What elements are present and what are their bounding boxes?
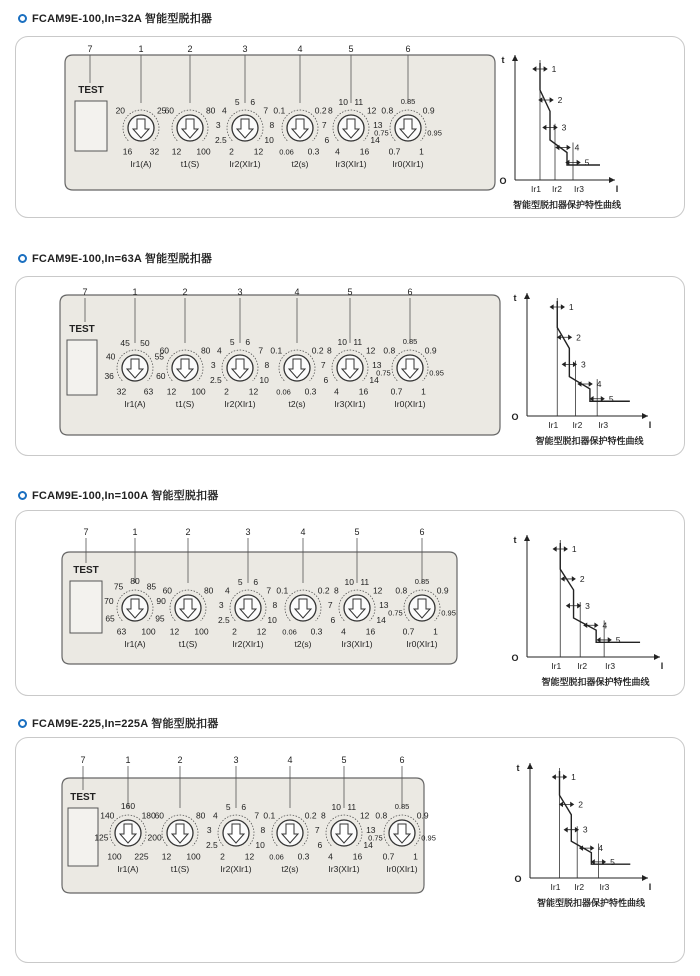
knob-scale-label: 10: [337, 337, 347, 348]
knob-number: 1: [138, 44, 144, 54]
knob-scale-label: 125: [94, 832, 109, 843]
knob-scale-label: 80: [195, 810, 206, 821]
knob-scale-label: 0.95: [441, 608, 456, 618]
curve-point-label: 1: [568, 302, 574, 312]
knob-number: 3: [242, 44, 248, 54]
knob-scale-label: 4: [224, 585, 230, 596]
knob-scale-label: 100: [196, 146, 211, 157]
axis-origin-label: O: [514, 874, 522, 884]
curve-point-label: 5: [610, 856, 615, 867]
knob-scale-label: 4: [335, 146, 340, 157]
knob-scale-label: 10: [267, 615, 277, 626]
knob-scale-label: 1: [433, 626, 438, 637]
knob-scale-label: 12: [253, 146, 264, 157]
curve-point-label: 2: [576, 332, 581, 343]
knob-scale-label: 4: [341, 626, 346, 637]
knob-scale-label: 1: [419, 146, 424, 157]
knob-scale-label: 2.5: [209, 375, 222, 386]
test-label: TEST: [70, 792, 96, 803]
knob-scale-label: 80: [130, 576, 140, 586]
test-button: [75, 101, 107, 151]
curve-point-label: 5: [608, 393, 614, 404]
knob-scale-label: 7: [327, 599, 333, 610]
knob-name: t1(S): [180, 159, 200, 169]
knob-name: Ir0(XIr1): [394, 399, 426, 409]
knob-scale-label: 6: [323, 375, 329, 386]
knob-number: 4: [287, 755, 293, 765]
knob-name: Ir0(XIr1): [386, 864, 418, 874]
axis-i-label: I: [648, 882, 652, 892]
curve-caption: 智能型脱扣器保护特性曲线: [535, 436, 644, 446]
section-title-text: FCAM9E-100,In=63A 智能型脱扣器: [32, 253, 213, 265]
test-label: TEST: [78, 85, 104, 96]
knob-name: Ir2(XIr1): [229, 159, 261, 169]
knob-scale-label: 32: [149, 146, 160, 157]
knob-number: 2: [177, 755, 183, 765]
callout-7: 7: [80, 755, 86, 765]
knob-scale-label: 100: [186, 851, 201, 862]
knob-scale-label: 4: [334, 386, 339, 397]
knob-scale-label: 0.8: [381, 105, 394, 116]
knob-number: 6: [407, 287, 413, 297]
knob-scale-label: 95: [155, 613, 165, 624]
knob-scale-label: 12: [161, 851, 172, 862]
knob-name: Ir3(XIr1): [334, 399, 366, 409]
test-button: [70, 581, 102, 633]
section-1-diagram: [65, 44, 622, 210]
knob-scale-label: 14: [369, 375, 379, 386]
knob-scale-label: 0.3: [297, 851, 310, 862]
knob-scale-label: 11: [353, 337, 363, 348]
knob-scale-label: 4: [216, 345, 222, 356]
knob-scale-label: 6: [253, 577, 259, 588]
knob-scale-label: 0.9: [422, 105, 435, 116]
arrow-right-icon: [609, 177, 615, 183]
knob-scale-label: 12: [171, 146, 182, 157]
callout-7: 7: [87, 44, 93, 54]
knob-number: 2: [182, 287, 188, 297]
knob-name: Ir2(XIr1): [224, 399, 256, 409]
knob-scale-label: 16: [358, 386, 369, 397]
knob-scale-label: 0.2: [311, 345, 324, 356]
knob-scale-label: 10: [344, 577, 354, 588]
knob-number: 5: [341, 755, 347, 765]
knob-scale-label: 200: [147, 832, 162, 843]
knob-name: Ir3(XIr1): [328, 864, 360, 874]
knob-scale-label: 3: [215, 119, 221, 130]
curve-point-label: 4: [596, 379, 602, 390]
curve-chart: [511, 535, 663, 687]
knob-scale-label: 8: [260, 824, 266, 835]
knob-scale-label: 0.06: [269, 852, 284, 862]
curve-point-label: 3: [580, 359, 586, 370]
knob-scale-label: 3: [210, 359, 216, 370]
knob-number: 6: [419, 527, 425, 537]
trip-curve: [560, 771, 631, 864]
knob-scale-label: 12: [169, 626, 180, 637]
knob-name: t2(s): [281, 864, 299, 874]
knob-scale-label: 4: [328, 851, 333, 862]
knob-scale-label: 16: [352, 851, 363, 862]
knob-scale-label: 180: [141, 810, 156, 821]
knob-scale-label: 0.06: [282, 627, 297, 637]
knob-scale-label: 7: [258, 345, 264, 356]
knob-scale-label: 12: [256, 626, 267, 637]
knob-scale-label: 12: [366, 105, 377, 116]
knob-scale-label: 10: [331, 802, 341, 813]
knob-scale-label: 45: [120, 337, 130, 348]
knob-scale-label: 16: [359, 146, 370, 157]
knob-scale-label: 5: [229, 337, 235, 348]
knob-scale-label: 100: [107, 851, 122, 862]
knob-name: Ir1(A): [124, 399, 146, 409]
axis-t-label: t: [501, 55, 505, 65]
knob-number: 4: [300, 527, 306, 537]
knob-scale-label: 10: [338, 97, 348, 108]
ir3-label: Ir3: [598, 420, 609, 430]
knob-name: Ir0(XIr1): [392, 159, 424, 169]
knob-number: 6: [399, 755, 405, 765]
knob-scale-label: 12: [365, 345, 376, 356]
knob-scale-label: 85: [146, 581, 157, 592]
knob-scale-label: 5: [237, 577, 243, 588]
knob-name: t1(S): [175, 399, 195, 409]
knob-number: 5: [347, 287, 353, 297]
curve-caption: 智能型脱扣器保护特性曲线: [536, 898, 646, 908]
ir2-label: Ir2: [577, 661, 588, 671]
curve-caption: 智能型脱扣器保护特性曲线: [512, 200, 622, 210]
knob-scale-label: 16: [122, 146, 133, 157]
ir2-label: Ir2: [574, 882, 585, 892]
ir2-label: Ir2: [572, 420, 583, 430]
knob-scale-label: 1: [413, 851, 418, 862]
knob-scale-label: 0.7: [390, 386, 403, 397]
trip-curve: [560, 543, 640, 642]
axis-t-label: t: [513, 535, 517, 545]
knob-scale-label: 6: [250, 97, 256, 108]
knob-scale-label: 12: [372, 585, 383, 596]
knob-scale-label: 32: [116, 386, 127, 397]
knob-scale-label: 60: [159, 345, 170, 356]
axis-t-label: t: [516, 763, 520, 773]
knob-scale-label: 14: [363, 840, 373, 851]
knob-scale-label: 2: [220, 851, 225, 862]
arrow-up-icon: [527, 763, 533, 769]
section-title-text: FCAM9E-100,In=100A 智能型脱扣器: [32, 490, 219, 502]
knob-number: 3: [245, 527, 251, 537]
trip-curve: [540, 63, 600, 165]
knob-scale-label: 0.7: [388, 146, 401, 157]
knob-scale-label: 160: [120, 801, 136, 811]
knob-scale-label: 0.7: [382, 851, 395, 862]
knob-scale-label: 2: [232, 626, 237, 637]
knob-scale-label: 55: [154, 351, 165, 362]
knob-scale-label: 7: [266, 585, 272, 596]
knob-number: 5: [354, 527, 360, 537]
section-title-text: FCAM9E-225,In=225A 智能型脱扣器: [32, 718, 219, 730]
knob-name: t1(S): [170, 864, 190, 874]
knob-scale-label: 5: [234, 97, 240, 108]
arrow-up-icon: [512, 55, 518, 61]
knob-name: Ir2(XIr1): [220, 864, 252, 874]
knob-scale-label: 100: [194, 626, 209, 637]
knob-scale-label: 7: [321, 119, 327, 130]
knob-name: Ir1(A): [117, 864, 139, 874]
knob-scale-label: 0.8: [395, 585, 408, 596]
knob-scale-label: 0.1: [276, 585, 289, 596]
knob-number: 6: [405, 44, 411, 54]
knob-scale-label: 0.2: [304, 810, 317, 821]
ir2-label: Ir2: [552, 184, 562, 194]
knob-scale-label: 6: [330, 615, 336, 626]
curve-point-label: 3: [561, 122, 567, 133]
knob-scale-label: 0.75: [368, 833, 383, 843]
curve-point-label: 3: [582, 824, 588, 835]
curve-point-label: 1: [551, 64, 557, 74]
knob-scale-label: 0.8: [375, 810, 388, 821]
axis-i-label: I: [615, 184, 619, 194]
knob-name: Ir3(XIr1): [335, 159, 367, 169]
arrow-up-icon: [524, 535, 530, 541]
knob-scale-label: 4: [212, 810, 218, 821]
knob-scale-label: 225: [134, 851, 149, 862]
knob-scale-label: 70: [104, 596, 114, 607]
ir1-label: Ir1: [551, 661, 562, 671]
knob-scale-label: 12: [248, 386, 259, 397]
curve-point-label: 1: [571, 772, 576, 782]
knob-scale-label: 140: [100, 810, 115, 821]
axis-origin-label: O: [511, 653, 519, 663]
knob-scale-label: 8: [320, 810, 326, 821]
knob-scale-label: 12: [244, 851, 255, 862]
knob-number: 1: [132, 527, 138, 537]
knob-scale-label: 0.9: [424, 345, 437, 356]
section-4-diagram: [62, 755, 651, 908]
knob-scale-label: 80: [200, 345, 211, 356]
knob-scale-label: 90: [156, 596, 166, 607]
knob-scale-label: 0.75: [376, 368, 391, 378]
knob-name: t2(s): [294, 639, 312, 649]
knob-scale-label: 80: [205, 105, 216, 116]
curve-point-label: 1: [571, 544, 577, 554]
knob-scale-label: 11: [347, 802, 357, 813]
knob-scale-label: 8: [264, 359, 270, 370]
knob-scale-label: 0.2: [314, 105, 327, 116]
knob-name: Ir1(A): [130, 159, 152, 169]
knob-scale-label: 14: [376, 615, 386, 626]
curve-point-label: 4: [602, 620, 608, 631]
knob-scale-label: 10: [264, 135, 274, 146]
knob-scale-label: 8: [269, 119, 275, 130]
ir3-label: Ir3: [574, 184, 584, 194]
axis-origin-label: O: [499, 176, 507, 186]
knob-scale-label: 2: [229, 146, 234, 157]
test-button: [67, 340, 97, 395]
knob-scale-label: 2.5: [214, 135, 227, 146]
knob-number: 2: [185, 527, 191, 537]
knob-scale-label: 6: [324, 135, 330, 146]
knob-scale-label: 80: [203, 585, 214, 596]
knob-scale-label: 60: [162, 585, 173, 596]
curve-point-label: 5: [615, 634, 621, 645]
knob-scale-label: 0.06: [279, 147, 294, 157]
knob-scale-label: 1: [421, 386, 426, 397]
knob-scale-label: 0.7: [402, 626, 415, 637]
knob-scale-label: 2.5: [205, 840, 218, 851]
knob-number: 3: [233, 755, 239, 765]
knob-scale-label: 0.75: [388, 608, 403, 618]
axis-origin-label: O: [511, 412, 519, 422]
knob-scale-label: 2.5: [217, 615, 230, 626]
knob-scale-label: 6: [317, 840, 323, 851]
knob-scale-label: 7: [314, 824, 320, 835]
knob-scale-label: 10: [259, 375, 269, 386]
knob-scale-label: 60: [156, 370, 166, 381]
knob-scale-label: 12: [166, 386, 177, 397]
knob-scale-label: 7: [263, 105, 269, 116]
trip-curve: [557, 301, 630, 401]
knob-scale-label: 0.1: [273, 105, 286, 116]
knob-number: 1: [125, 755, 131, 765]
callout-7: 7: [83, 527, 89, 537]
arrow-up-icon: [524, 293, 530, 299]
knob-scale-label: 0.75: [374, 128, 389, 138]
knob-scale-label: 13: [379, 599, 389, 610]
knob-scale-label: 60: [164, 105, 175, 116]
knob-scale-label: 63: [116, 626, 127, 637]
knob-name: t2(s): [288, 399, 306, 409]
knob-name: Ir2(XIr1): [232, 639, 264, 649]
knob-scale-label: 0.1: [270, 345, 283, 356]
ir1-label: Ir1: [531, 184, 541, 194]
knob-scale-label: 4: [221, 105, 227, 116]
axis-i-label: I: [648, 420, 652, 430]
ir1-label: Ir1: [548, 420, 559, 430]
knob-scale-label: 0.3: [310, 626, 323, 637]
knob-scale-label: 65: [105, 613, 115, 624]
ir1-label: Ir1: [550, 882, 561, 892]
knob-number: 4: [294, 287, 300, 297]
knob-scale-label: 14: [370, 135, 380, 146]
knob-scale-label: 75: [113, 581, 124, 592]
knob-scale-label: 3: [206, 824, 212, 835]
knob-scale-label: 0.85: [402, 337, 418, 346]
knob-scale-label: 0.2: [317, 585, 330, 596]
knob-scale-label: 0.06: [276, 387, 291, 397]
knob-scale-label: 100: [191, 386, 206, 397]
curve-point-label: 2: [578, 799, 583, 810]
knob-scale-label: 0.85: [414, 577, 430, 586]
curve-point-label: 4: [574, 142, 580, 153]
knob-scale-label: 0.9: [436, 585, 449, 596]
knob-number: 3: [237, 287, 243, 297]
knob-scale-label: 25: [156, 105, 167, 116]
section-2-diagram: [60, 287, 651, 446]
knob-scale-label: 8: [327, 105, 333, 116]
knob-name: Ir0(XIr1): [406, 639, 438, 649]
knob-scale-label: 0.95: [427, 128, 442, 138]
curve-chart: [499, 55, 622, 210]
knob-scale-label: 12: [359, 810, 370, 821]
section-title-text: FCAM9E-100,In=32A 智能型脱扣器: [32, 13, 213, 25]
knob-scale-label: 0.1: [263, 810, 276, 821]
knob-scale-label: 11: [360, 577, 370, 588]
knob-name: t2(s): [291, 159, 309, 169]
knob-scale-label: 0.85: [400, 97, 416, 106]
knob-scale-label: 11: [354, 97, 364, 108]
knob-scale-label: 5: [225, 802, 231, 813]
curve-point-label: 2: [579, 573, 585, 584]
knob-scale-label: 6: [245, 337, 251, 348]
knob-name: t1(S): [178, 639, 198, 649]
knob-scale-label: 2: [224, 386, 229, 397]
knob-name: Ir3(XIr1): [341, 639, 373, 649]
curve-chart: [514, 763, 651, 908]
knob-scale-label: 7: [254, 810, 260, 821]
knob-scale-label: 100: [141, 626, 156, 637]
test-label: TEST: [69, 324, 95, 335]
knob-scale-label: 8: [326, 345, 332, 356]
arrow-right-icon: [654, 654, 660, 660]
knob-number: 2: [187, 44, 193, 54]
curve-point-label: 5: [584, 157, 590, 168]
curve-caption: 智能型脱扣器保护特性曲线: [541, 677, 650, 687]
knob-scale-label: 8: [272, 599, 278, 610]
knob-number: 5: [348, 44, 354, 54]
knob-scale-label: 6: [241, 802, 247, 813]
curve-point-label: 4: [598, 843, 604, 854]
axis-i-label: I: [660, 661, 664, 671]
knob-scale-label: 50: [140, 337, 150, 348]
knob-name: Ir1(A): [124, 639, 146, 649]
knob-scale-label: 0.3: [307, 146, 320, 157]
arrow-right-icon: [642, 875, 648, 881]
knob-scale-label: 0.85: [394, 802, 410, 811]
knob-scale-label: 0.95: [429, 368, 444, 378]
axis-t-label: t: [513, 293, 517, 303]
knob-scale-label: 10: [255, 840, 265, 851]
arrow-right-icon: [642, 413, 648, 419]
knob-number: 1: [132, 287, 138, 297]
knob-scale-label: 13: [372, 359, 382, 370]
curve-point-label: 3: [585, 600, 590, 611]
knob-scale-label: 16: [365, 626, 376, 637]
knob-scale-label: 63: [143, 386, 154, 397]
knob-scale-label: 36: [104, 370, 114, 381]
knob-scale-label: 8: [333, 585, 339, 596]
knob-scale-label: 0.95: [421, 833, 436, 843]
knob-scale-label: 0.9: [416, 810, 429, 821]
knob-scale-label: 13: [366, 824, 376, 835]
knob-scale-label: 0.3: [304, 386, 317, 397]
curve-chart: [511, 293, 651, 446]
ir3-label: Ir3: [605, 661, 616, 671]
knob-scale-label: 60: [154, 810, 165, 821]
knob-scale-label: 7: [320, 359, 326, 370]
knob-scale-label: 13: [373, 119, 383, 130]
knob-number: 4: [297, 44, 303, 54]
callout-7: 7: [82, 287, 88, 297]
test-label: TEST: [73, 565, 99, 576]
knob-scale-label: 20: [115, 105, 126, 116]
section-3-diagram: [62, 527, 663, 687]
knob-scale-label: 3: [218, 599, 224, 610]
knob-scale-label: 0.8: [383, 345, 396, 356]
ir3-label: Ir3: [599, 882, 610, 892]
curve-point-label: 2: [557, 95, 563, 105]
knob-scale-label: 40: [105, 351, 116, 362]
